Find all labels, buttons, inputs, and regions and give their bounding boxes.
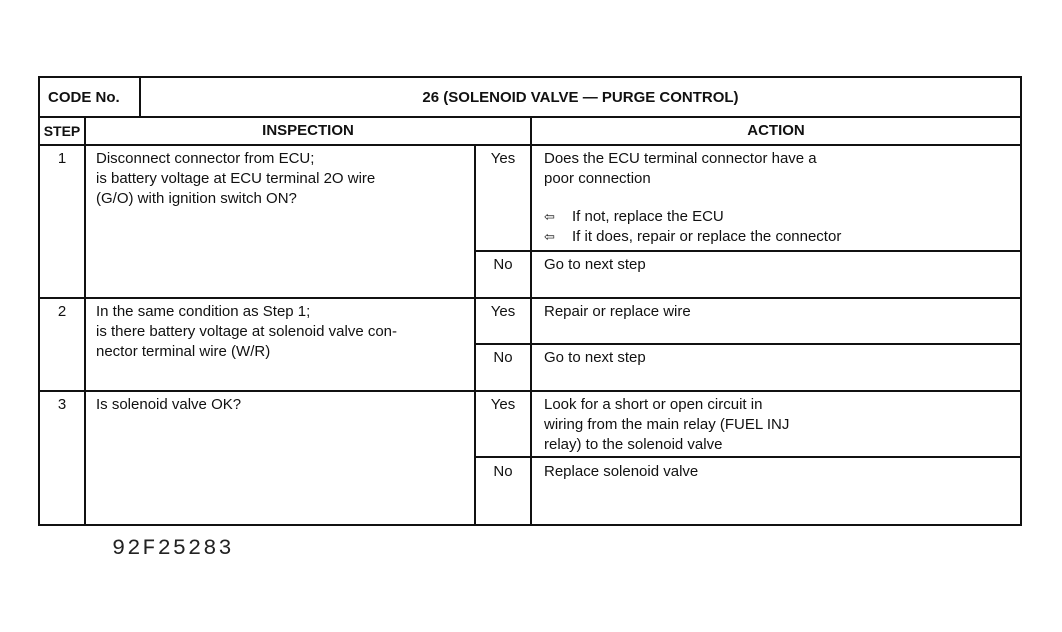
no-label: No xyxy=(493,349,513,366)
yes-label: Yes xyxy=(490,150,516,167)
yes-label: Yes xyxy=(490,396,516,413)
step-number: 2 xyxy=(57,303,67,320)
action-text: Go to next step xyxy=(544,256,646,273)
inspection-text: Is solenoid valve OK? xyxy=(96,396,242,413)
no-label: No xyxy=(493,463,513,480)
inspection-text: is there battery voltage at solenoid valve con- xyxy=(96,323,398,340)
column-header-step: STEP xyxy=(43,123,81,139)
action-text: Look for a short or open circuit in xyxy=(544,396,763,413)
action-text: Replace solenoid valve xyxy=(544,463,699,480)
inspection-text: is battery voltage at ECU terminal 2O wire xyxy=(96,170,376,187)
pointing-hand-icon: ⇦ xyxy=(544,229,555,244)
pointing-hand-icon: ⇦ xyxy=(544,209,555,224)
column-header-inspection: INSPECTION xyxy=(262,122,354,139)
inspection-text: (G/O) with ignition switch ON? xyxy=(96,190,297,207)
no-label: No xyxy=(493,256,513,273)
inspection-text: In the same condition as Step 1; xyxy=(96,303,311,320)
action-bullet: ⇦ If not, replace the ECU xyxy=(544,208,724,225)
inspection-text: nector terminal wire (W/R) xyxy=(96,343,271,360)
diagnostic-table xyxy=(38,76,1022,526)
figure-code: 92F25283 xyxy=(112,536,234,561)
action-text: wiring from the main relay (FUEL INJ xyxy=(544,416,790,433)
action-text: Repair or replace wire xyxy=(544,303,691,320)
inspection-text: Disconnect connector from ECU; xyxy=(96,150,315,167)
action-text: relay) to the solenoid valve xyxy=(544,436,723,453)
action-text: Go to next step xyxy=(544,349,646,366)
yes-label: Yes xyxy=(490,303,516,320)
column-header-action: ACTION xyxy=(747,122,805,139)
action-bullet: ⇦ If it does, repair or replace the connector xyxy=(544,228,842,245)
code-label: CODE No. xyxy=(48,89,120,106)
action-text: poor connection xyxy=(544,170,651,187)
step-number: 1 xyxy=(57,150,67,167)
action-text: Does the ECU terminal connector have a xyxy=(544,150,817,167)
code-title: 26 (SOLENOID VALVE — PURGE CONTROL) xyxy=(422,89,739,106)
step-number: 3 xyxy=(57,396,67,413)
